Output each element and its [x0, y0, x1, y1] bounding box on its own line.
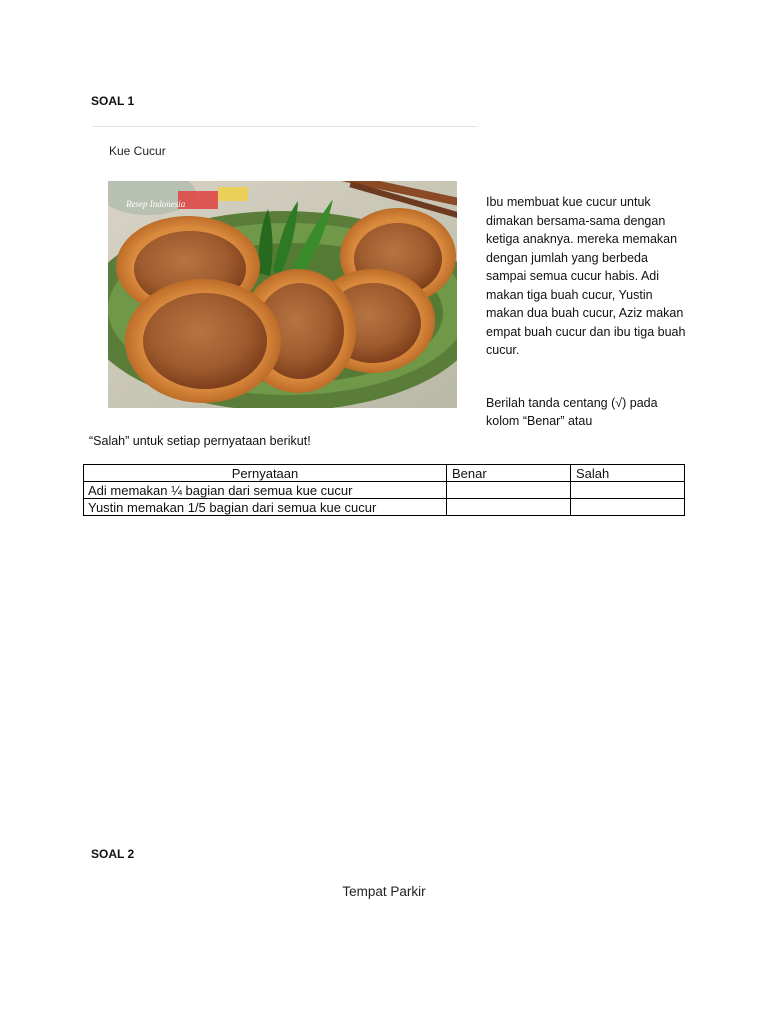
- header-pernyataan: Pernyataan: [84, 465, 447, 482]
- statement-table-wrapper: [83, 464, 685, 516]
- statement-table: [83, 464, 685, 516]
- header-benar: Benar: [447, 465, 571, 482]
- statement-cell: Yustin memakan 1/5 bagian dari semua kue cucur: [84, 499, 447, 516]
- tempat-parkir-title: Tempat Parkir: [342, 884, 426, 899]
- divider-line: [92, 126, 477, 127]
- salah-cell[interactable]: [571, 482, 685, 499]
- image-caption: Kue Cucur: [109, 144, 166, 158]
- salah-cell[interactable]: [571, 499, 685, 516]
- instruction-part1: Berilah tanda centang (√) pada kolom “Benar” atau: [486, 396, 658, 428]
- header-salah: Salah: [571, 465, 685, 482]
- table-row: [84, 499, 685, 516]
- table-header-row: [84, 465, 685, 482]
- soal2-heading: SOAL 2: [91, 847, 135, 861]
- statement-cell: Adi memakan ¼ bagian dari semua kue cucur: [84, 482, 447, 499]
- instruction-part2: “Salah” untuk setiap pernyataan berikut!: [89, 434, 311, 448]
- benar-cell[interactable]: [447, 482, 571, 499]
- story-text: [486, 193, 686, 360]
- soal1-heading: SOAL 1: [91, 94, 135, 108]
- kue-cucur-photo: [108, 181, 457, 408]
- benar-cell[interactable]: [447, 499, 571, 516]
- story-paragraph: Ibu membuat kue cucur untuk dimakan bersama-sama dengan ketiga anaknya. mereka memakan dengan jumlah yang berbeda sampai semua cucur habis. Adi makan tiga buah cucur, Yustin makan dua buah cucur, Aziz makan empat buah cucur dan ibu tiga buah cucur.: [486, 195, 686, 357]
- table-row: [84, 482, 685, 499]
- image-watermark: Resep Indonesia: [126, 199, 186, 209]
